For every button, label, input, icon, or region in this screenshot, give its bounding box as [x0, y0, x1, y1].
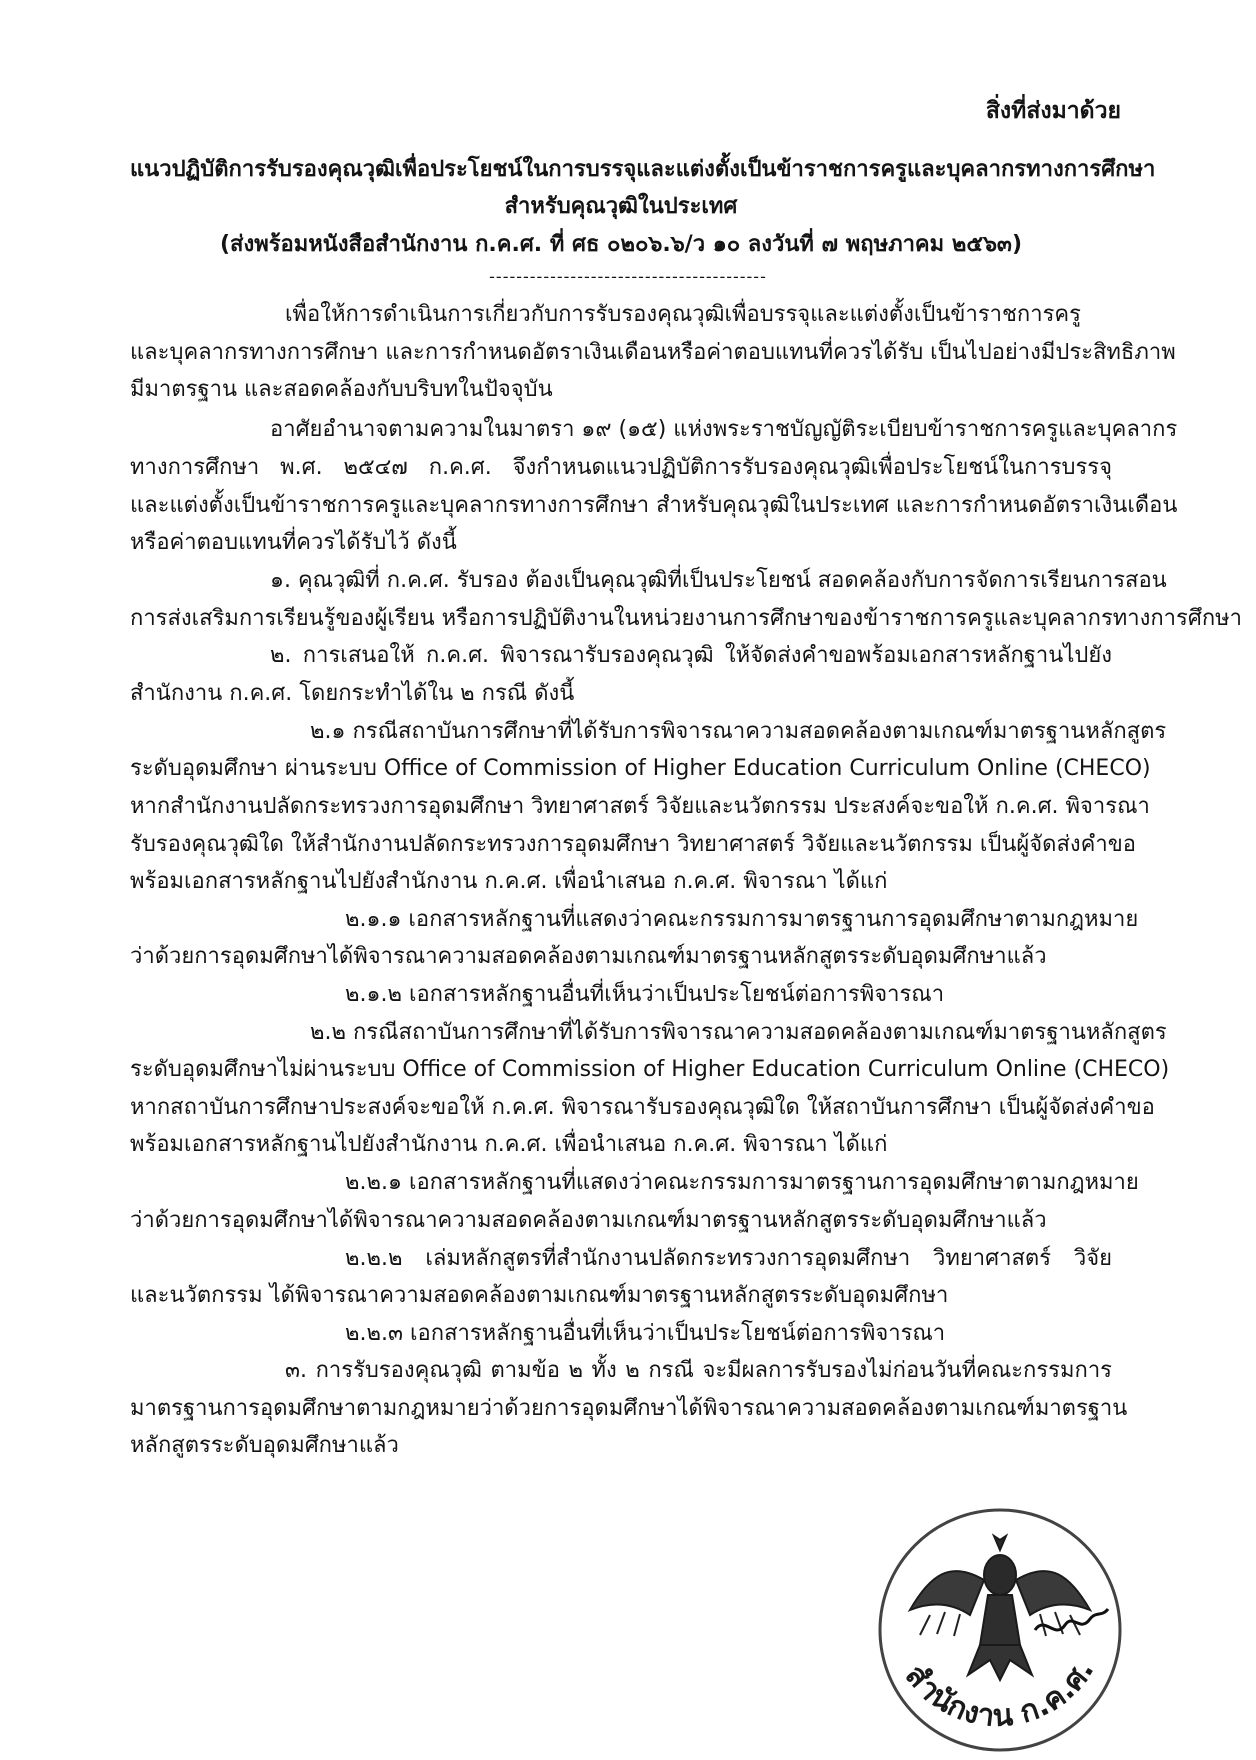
- paragraph-line: ว่าด้วยการอุดมศึกษาได้พิจารณาความสอดคล้องตามเกณฑ์มาตรฐานหลักสูตรระดับอุดมศึกษาแล้ว: [130, 1208, 1047, 1233]
- paragraph-line: การส่งเสริมการเรียนรู้ของผู้เรียน หรือการปฏิบัติงานในหน่วยงานการศึกษาของข้าราชการครูและบุคลากรทางการศึกษา: [130, 606, 1242, 631]
- seal-text: สำนักงาน ก.ค.ศ.: [898, 1654, 1102, 1735]
- paragraph-line: ๒.๑.๑ เอกสารหลักฐานที่แสดงว่าคณะกรรมการมาตรฐานการอุดมศึกษาตามกฎหมาย: [345, 907, 1139, 932]
- official-seal: [850, 1480, 1150, 1760]
- paragraph-line: ระดับอุดมศึกษา ผ่านระบบ Office of Commission of Higher Education Curriculum Online (CHECO): [130, 756, 1151, 781]
- document-title: แนวปฏิบัติการรับรองคุณวุฒิเพื่อประโยชน์ในการบรรจุและแต่งตั้งเป็นข้าราชการครูและบุคลากรทางการศึกษา: [130, 157, 1156, 182]
- paragraph-line: หลักสูตรระดับอุดมศึกษาแล้ว: [130, 1433, 399, 1458]
- paragraph-line: มาตรฐานการอุดมศึกษาตามกฎหมายว่าด้วยการอุดมศึกษาได้พิจารณาความสอดคล้องตามเกณฑ์มาตรฐาน: [130, 1396, 1128, 1421]
- paragraph-line: รับรองคุณวุฒิใด ให้สำนักงานปลัดกระทรวงการอุดมศึกษา วิทยาศาสตร์ วิจัยและนวัตกรรม เป็นผู้จัดส่งคำขอ: [130, 832, 1136, 857]
- document-reference: (ส่งพร้อมหนังสือสำนักงาน ก.ค.ศ. ที่ ศธ ๐๒๐๖.๖/ว ๑๐ ลงวันที่ ๗ พฤษภาคม ๒๕๖๓): [219, 232, 1023, 257]
- paragraph-line: และบุคลากรทางการศึกษา และการกำหนดอัตราเงินเดือนหรือค่าตอบแทนที่ควรได้รับ เป็นไปอย่างมีประสิทธิภาพ: [130, 340, 1176, 365]
- paragraph-line: หากสถาบันการศึกษาประสงค์จะขอให้ ก.ค.ศ. พิจารณารับรองคุณวุฒิใด ให้สถาบันการศึกษา เป็นผู้จัดส่งคำขอ: [130, 1095, 1155, 1120]
- paragraph-line: ทางการศึกษา พ.ศ. ๒๕๔๗ ก.ค.ศ. จึงกำหนดแนวปฏิบัติการรับรองคุณวุฒิเพื่อประโยชน์ในการบรรจุ: [130, 455, 1112, 480]
- paragraph-line: ๒.๒.๒ เล่มหลักสูตรที่สำนักงานปลัดกระทรวงการอุดมศึกษา วิทยาศาสตร์ วิจัย: [345, 1246, 1112, 1271]
- paragraph-line: ๒.๒.๑ เอกสารหลักฐานที่แสดงว่าคณะกรรมการมาตรฐานการอุดมศึกษาตามกฎหมาย: [345, 1170, 1139, 1195]
- paragraph-line: มีมาตรฐาน และสอดคล้องกับบริบทในปัจจุบัน: [130, 377, 553, 402]
- paragraph-line: ๒.๒ กรณีสถาบันการศึกษาที่ได้รับการพิจารณาความสอดคล้องตามเกณฑ์มาตรฐานหลักสูตร: [310, 1020, 1167, 1045]
- paragraph-line: หากสำนักงานปลัดกระทรวงการอุดมศึกษา วิทยาศาสตร์ วิจัยและนวัตกรรม ประสงค์จะขอให้ ก.ค.ศ. พิจารณา: [130, 794, 1150, 819]
- paragraph-line: ๓. การรับรองคุณวุฒิ ตามข้อ ๒ ทั้ง ๒ กรณี จะมีผลการรับรองไม่ก่อนวันที่คณะกรรมการ: [285, 1358, 1112, 1383]
- paragraph-line: พร้อมเอกสารหลักฐานไปยังสำนักงาน ก.ค.ศ. เพื่อนำเสนอ ก.ค.ศ. พิจารณา ได้แก่: [130, 1132, 888, 1157]
- paragraph-line: ๒. การเสนอให้ ก.ค.ศ. พิจารณารับรองคุณวุฒิ ให้จัดส่งคำขอพร้อมเอกสารหลักฐานไปยัง: [270, 643, 1112, 668]
- paragraph-line: ๒.๒.๓ เอกสารหลักฐานอื่นที่เห็นว่าเป็นประโยชน์ต่อการพิจารณา: [345, 1321, 946, 1346]
- paragraph-line: ระดับอุดมศึกษาไม่ผ่านระบบ Office of Commission of Higher Education Curriculum Online (CHECO): [130, 1057, 1170, 1082]
- paragraph-line: พร้อมเอกสารหลักฐานไปยังสำนักงาน ก.ค.ศ. เพื่อนำเสนอ ก.ค.ศ. พิจารณา ได้แก่: [130, 869, 888, 894]
- paragraph-line: หรือค่าตอบแทนที่ควรได้รับไว้ ดังนี้: [130, 530, 457, 555]
- paragraph-line: ๒.๑ กรณีสถาบันการศึกษาที่ได้รับการพิจารณาความสอดคล้องตามเกณฑ์มาตรฐานหลักสูตร: [310, 719, 1167, 744]
- paragraph-line: อาศัยอำนาจตามความในมาตรา ๑๙ (๑๕) แห่งพระราชบัญญัติระเบียบข้าราชการครูและบุคลากร: [270, 417, 1178, 442]
- garuda-emblem-icon: [910, 1536, 1090, 1680]
- document-subtitle: สำหรับคุณวุฒิในประเทศ: [504, 194, 738, 219]
- enclosure-label: สิ่งที่ส่งมาด้วย: [985, 98, 1121, 124]
- paragraph-line: และแต่งตั้งเป็นข้าราชการครูและบุคลากรทางการศึกษา สำหรับคุณวุฒิในประเทศ และการกำหนดอัตราเงินเดือน: [130, 493, 1178, 518]
- paragraph-line: ๒.๑.๒ เอกสารหลักฐานอื่นที่เห็นว่าเป็นประโยชน์ต่อการพิจารณา: [345, 982, 945, 1007]
- paragraph-line: สำนักงาน ก.ค.ศ. โดยกระทำได้ใน ๒ กรณี ดังนี้: [130, 681, 575, 706]
- paragraph-line: ๑. คุณวุฒิที่ ก.ค.ศ. รับรอง ต้องเป็นคุณวุฒิที่เป็นประโยชน์ สอดคล้องกับการจัดการเรียนการสอน: [270, 568, 1167, 593]
- title-separator: -----------------------------------------: [489, 267, 767, 286]
- paragraph-line: ว่าด้วยการอุดมศึกษาได้พิจารณาความสอดคล้องตามเกณฑ์มาตรฐานหลักสูตรระดับอุดมศึกษาแล้ว: [130, 944, 1047, 969]
- paragraph-line: เพื่อให้การดำเนินการเกี่ยวกับการรับรองคุณวุฒิเพื่อบรรจุและแต่งตั้งเป็นข้าราชการครู: [285, 302, 1081, 327]
- paragraph-line: และนวัตกรรม ได้พิจารณาความสอดคล้องตามเกณฑ์มาตรฐานหลักสูตรระดับอุดมศึกษา: [130, 1283, 949, 1308]
